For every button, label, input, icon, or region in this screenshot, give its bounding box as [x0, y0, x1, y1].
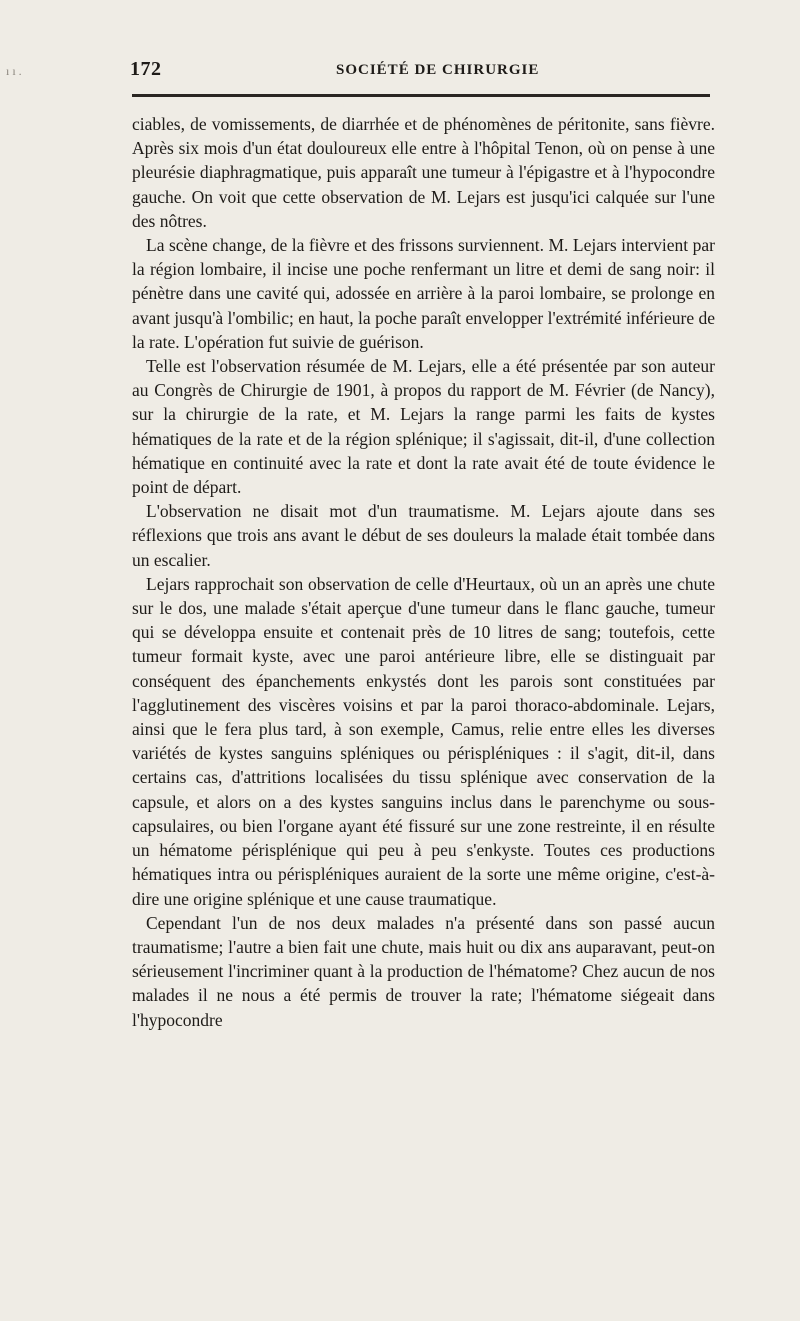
paragraph-2: La scène change, de la fièvre et des frissons surviennent. M. Lejars intervient par la région lombaire, il incise une poche renfermant un litre et demi de sang noir: il pénètre dans une cavité qui, adossée en arrière à la paroi lombaire, se prolonge en avant jusqu'à l'ombilic; en haut, la poche paraît envelopper l'extrémité inférieure de la rate. L'opération fut suivie de guérison.	[132, 235, 715, 352]
header-rule	[132, 94, 710, 97]
running-head: SOCIÉTÉ DE CHIRURGIE	[336, 62, 540, 78]
paragraph-1: ciables, de vomissements, de diarrhée et de phénomènes de péritonite, sans fièvre. Après six mois d'un état douloureux elle entre à l'hôpital Tenon, où on pense à une pleurésie diaphragmatique, puis apparaît une tumeur à l'épigastre et à l'hypocondre gauche. On voit que cette observation de M. Lejars est jusqu'ici calquée sur l'une des nôtres.	[132, 114, 715, 231]
paragraph-3: Telle est l'observation résumée de M. Lejars, elle a été présentée par son auteur au Congrès de Chirurgie de 1901, à propos du rapport de M. Février (de Nancy), sur la chirurgie de la rate, et M. Lejars la range parmi les faits de kystes hématiques de la rate et de la région splénique; il s'agissait, dit-il, d'une collection hématique en continuité avec la rate et dont la rate avait été de toute évidence le point de départ.	[132, 356, 715, 498]
body-text	[132, 112, 715, 1032]
page-header	[130, 58, 710, 88]
paragraph-4: L'observation ne disait mot d'un traumatisme. M. Lejars ajoute dans ses réflexions que trois ans avant le début de ses douleurs la malade était tombée dans un escalier.	[132, 501, 715, 570]
paragraph-5: Lejars rapprochait son observation de celle d'Heurtaux, où un an après une chute sur le dos, une malade s'était aperçue d'une tumeur dans le flanc gauche, tumeur qui se développa ensuite et contenait près de 10 litres de sang; toutefois, cette tumeur formait kyste, avec une paroi antérieure libre, elle se distinguait par conséquent des épanchements enkystés dont les parois sont constituées par l'agglutinement des viscères voisins et par la paroi thoraco-abdominale. Lejars, ainsi que le fera plus tard, à son exemple, Camus, relie entre elles les diverses variétés de kystes sanguins spléniques ou périspléniques : il s'agit, dit-il, dans certains cas, d'attritions localisées du tissu splénique avec conservation de la capsule, et alors on a des kystes sanguins inclus dans le parenchyme ou sous-capsulaires, ou bien l'organe ayant été fissuré sur une zone restreinte, il en résulte un hématome périsplénique qui peu à peu s'enkyste. Toutes ces productions hématiques intra ou périspléniques auraient de la sorte une même origine, c'est-à-dire une origine splénique et une cause traumatique.	[132, 573, 715, 909]
page-number: 172	[130, 58, 162, 80]
paragraph-6: Cependant l'un de nos deux malades n'a présenté dans son passé aucun traumatisme; l'autre a bien fait une chute, mais huit ou dix ans auparavant, peut-on sérieusement l'incriminer quant à la production de l'hématome? Chez aucun de nos malades il ne nous a été permis de trouver la rate; l'hématome siégeait dans l'hypocondre	[132, 912, 715, 1030]
margin-mark-icon: ı ı .	[6, 64, 22, 78]
